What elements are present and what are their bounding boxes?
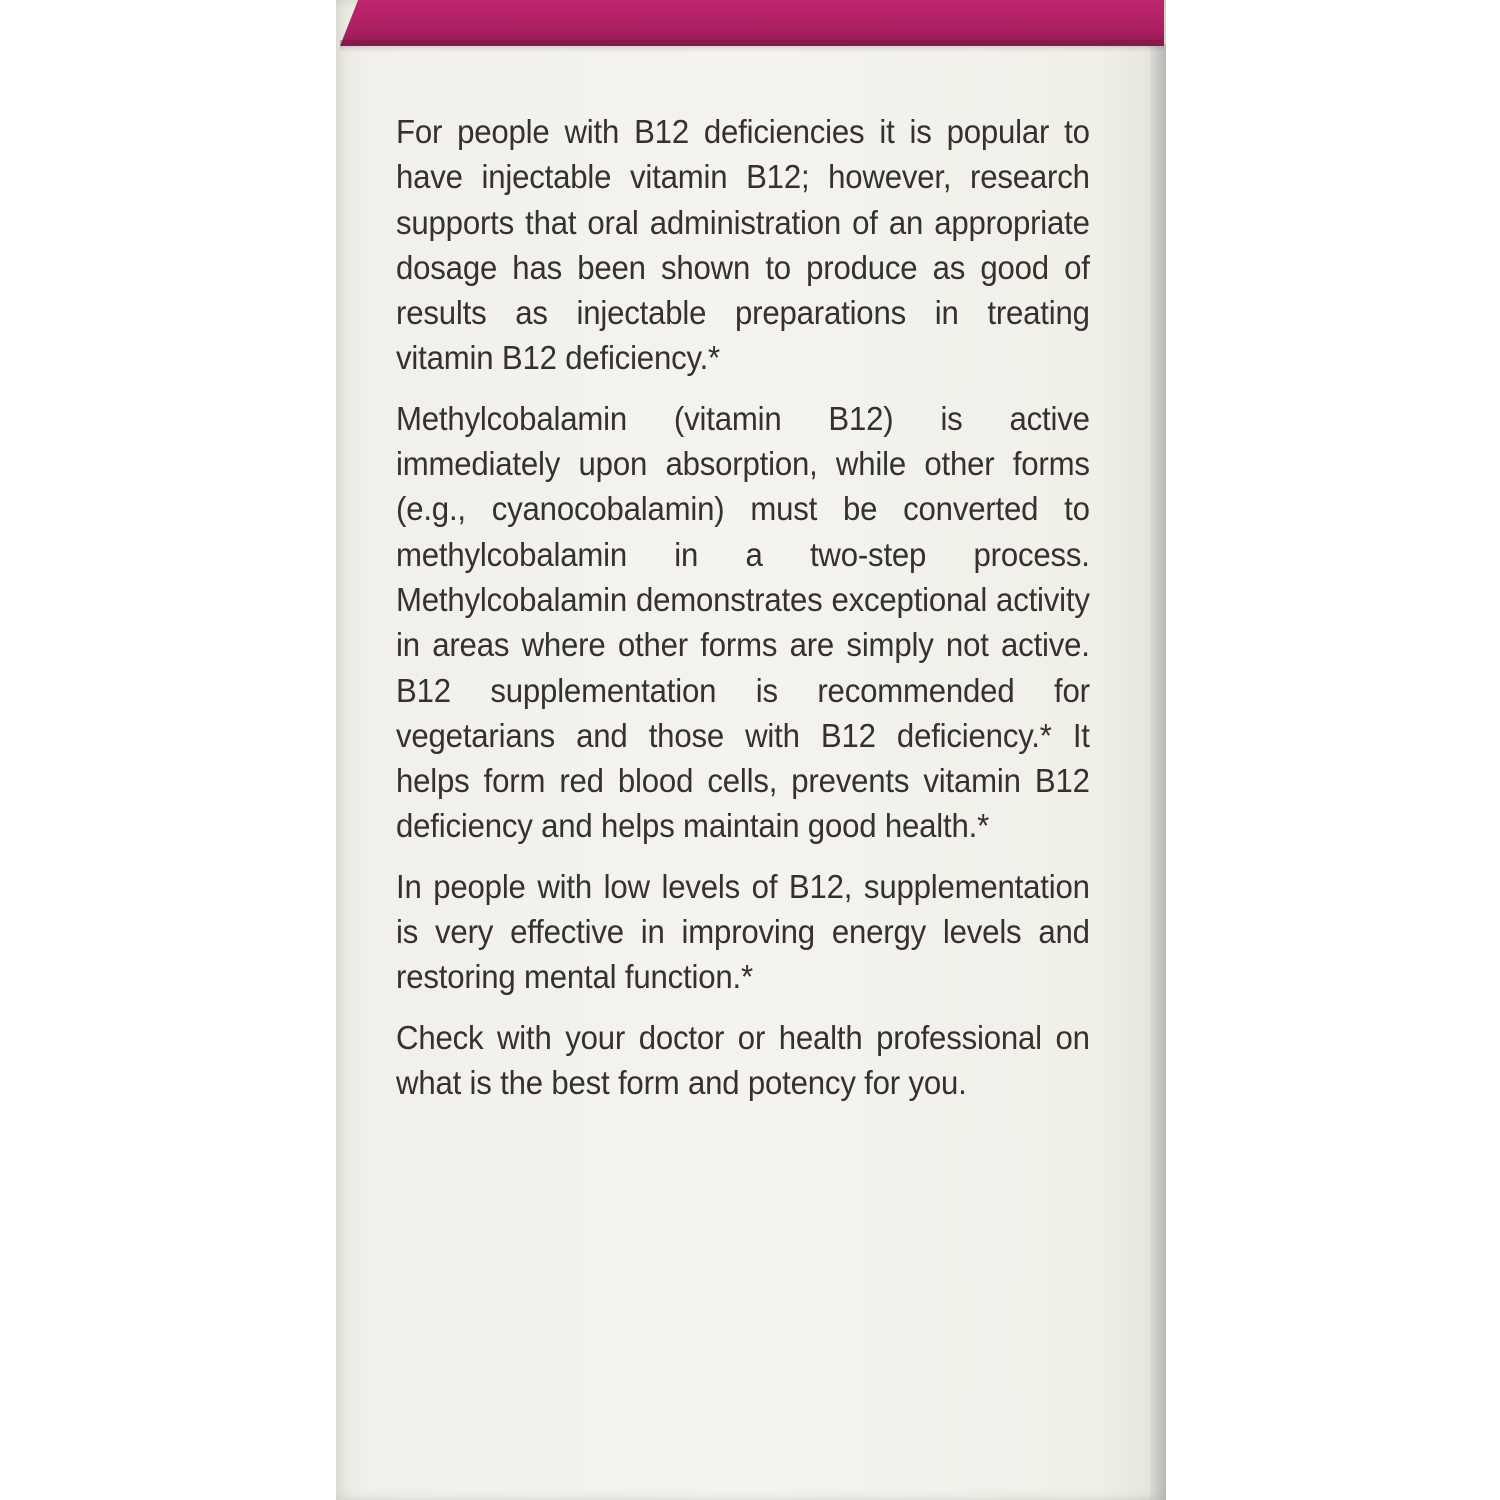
label-text-block	[396, 110, 1090, 1121]
box-right-edge	[1150, 44, 1166, 1500]
paragraph-injectable-vs-oral: For people with B12 deficiencies it is popular to have injectable vitamin B12; however, research supports that oral administration of an appropriate dosage has been shown to produce as good of results as injectable preparations in treating vitamin B12 deficiency.*	[396, 114, 1090, 378]
paragraph-energy-levels: In people with low levels of B12, supplementation is very effective in improving energy levels and restoring mental function.*	[396, 868, 1090, 997]
box-top-flap-shadow	[340, 40, 1164, 52]
paragraph-doctor-advice: Check with your doctor or health professional on what is the best form and potency for you.	[396, 1019, 1090, 1102]
paragraph-methylcobalamin: Methylcobalamin (vitamin B12) is active immediately upon absorption, while other forms (e.g., cyanocobalamin) must be converted to methylcobalamin in a two-step process. Methylcobalamin demonstrates exceptional activity in areas where other forms are simply not active. B12 supplementation is recommended for vegetarians and those with B12 deficiency.* It helps form red blood cells, prevents vitamin B12 deficiency and helps maintain good health.*	[396, 400, 1090, 846]
